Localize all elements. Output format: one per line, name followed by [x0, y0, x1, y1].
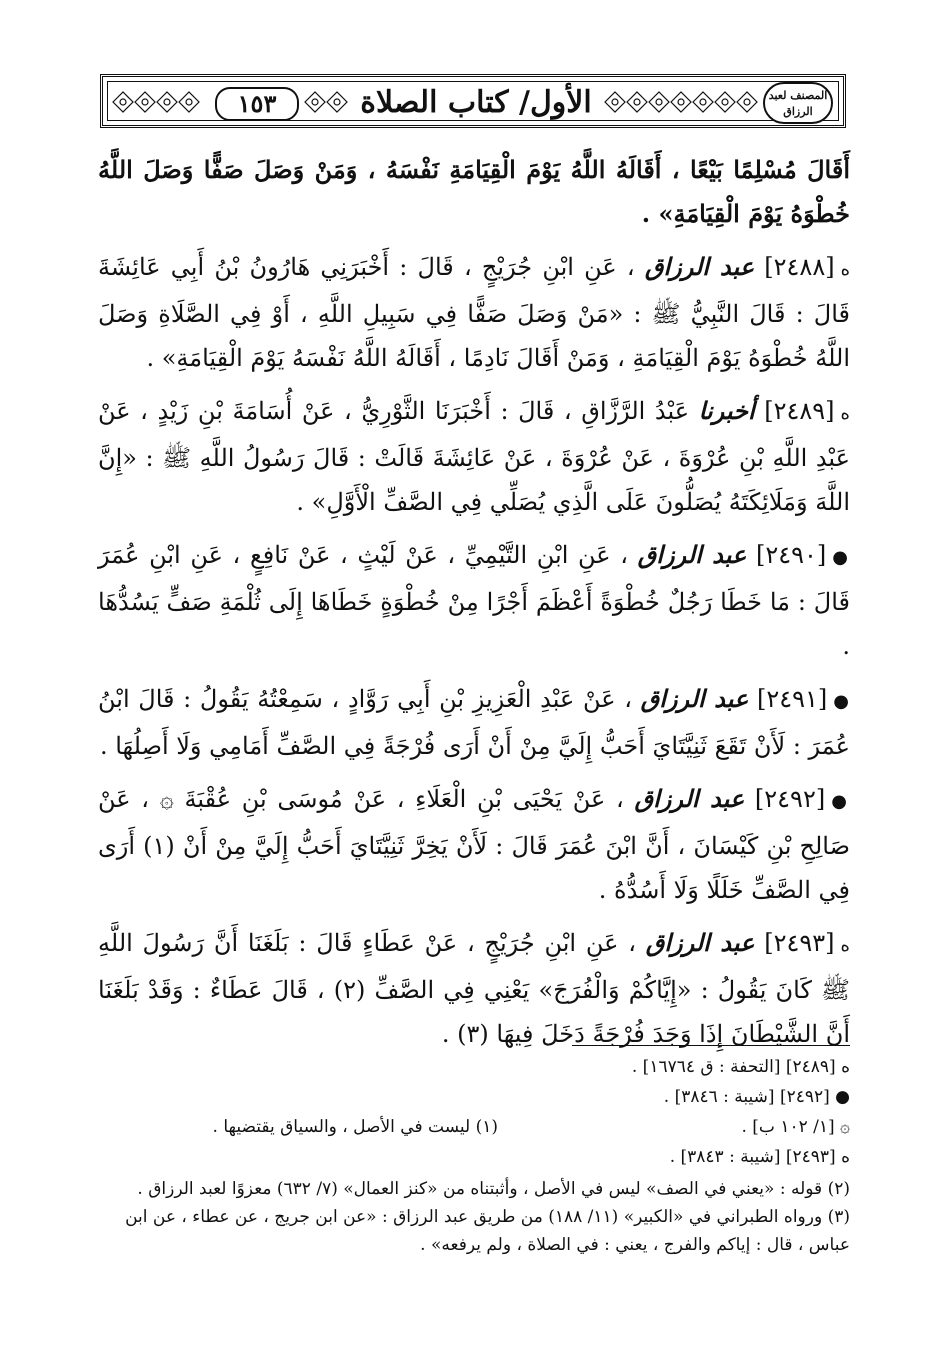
- main-text: [98, 148, 850, 1065]
- narrator-name: عبد الرزاق: [645, 928, 755, 957]
- hadith-marker: ه: [840, 935, 850, 956]
- hadith-marker: ه: [840, 403, 850, 424]
- narrator-name: عبد الرزاق: [640, 684, 749, 713]
- page-number: ١٥٣: [215, 87, 299, 121]
- hadith-text: ، عَنِ ابْنِ جُرَيْجٍ ، عَنْ عَطَاءٍ قَالَ : بَلَغَنَا أَنَّ رَسُولَ اللَّهِ ﷺ كَانَ يَقُولُ : «إِيَّاكُمْ وَالْفُرَجَ» يَعْنِي فِي الصَّفِّ (٢) ، قَالَ عَطَاءٌ : وَقَدْ بَلَغَنَا أَنَّ الشَّيْطَانَ إِذَا وَجَدَ فُرْجَةً دَخَلَ فِيهَا (٣) .: [98, 929, 851, 1048]
- footnote-ref-2492: ● [٢٤٩٢] [شيبة : ٣٨٤٦] .: [663, 1087, 850, 1107]
- hadith-marker: ●: [832, 547, 850, 568]
- continued-paragraph: [98, 148, 850, 236]
- hadith-text: ، عَنِ ابْنِ التَّيْمِيِّ ، عَنْ لَيْثٍ ، عَنْ نَافِعٍ ، عَنِ ابْنِ عُمَرَ قَالَ : مَا خَطَا رَجُلٌ خُطْوَةً أَعْظَمَ أَجْرًا مِنْ خُطْوَةٍ خَطَاهَا إِلَى ثُلْمَةِ صَفٍّ يَسُدُّهَا .: [98, 541, 850, 660]
- footnote-1: (١) ليست في الأصل ، والسياق يقتضيها .: [212, 1117, 498, 1137]
- footnote-line: [98, 1143, 850, 1173]
- narrator-name: أخبرنا: [698, 396, 755, 425]
- footnote-separator: [572, 1045, 850, 1046]
- footnotes: [98, 1053, 850, 1259]
- footnote-line: [98, 1113, 850, 1143]
- narrator-name: عبد الرزاق: [644, 252, 755, 281]
- narrator-name: عبد الرزاق: [634, 784, 745, 813]
- hadith-marker: ●: [831, 791, 850, 812]
- footnote-2: (٢) قوله : «يعني في الصف» ليس في الأصل ، وأثبتناه من «كنز العمال» (٧/ ٦٣٢) معزوًا لعبد الرزاق .: [137, 1179, 850, 1199]
- hadith-2493: [98, 921, 850, 1056]
- hadith-number: [٢٤٩٣]: [764, 929, 835, 957]
- hadith-marker: ه: [840, 259, 851, 280]
- footnote-line: [98, 1053, 850, 1083]
- hadith-number: [٢٤٩٢]: [754, 785, 826, 813]
- footnote-block: [98, 1175, 850, 1259]
- hadith-2489: [98, 389, 850, 524]
- hadith-number: [٢٤٩٠]: [755, 541, 827, 569]
- page-header: [100, 74, 846, 128]
- footnote-folio: ۞ [١/ ١٠٢ ب] .: [741, 1117, 850, 1137]
- hadith-number: [٢٤٨٨]: [764, 253, 835, 281]
- hadith-marker: ●: [833, 691, 850, 712]
- ornament-middle-left-icon: [303, 87, 349, 117]
- hadith-text: ، عَنِ ابْنِ جُرَيْجٍ ، قَالَ : أَخْبَرَنِي هَارُونُ بْنُ أَبِي عَائِشَةَ قَالَ : قَالَ النَّبِيُّ ﷺ : «مَنْ وَصَلَ صَفًّا فِي سَبِيلِ اللَّهِ ، أَوْ فِي الصَّلَاةِ وَصَلَ اللَّهُ خُطْوَهُ يَوْمَ الْقِيَامَةِ ، وَمَنْ أَقَالَ نَادِمًا ، أَقَالَهُ اللَّهُ نَفْسَهُ يَوْمَ الْقِيَامَةِ» .: [98, 253, 850, 372]
- book-logo: المصنف لعبد الرزاق: [763, 82, 833, 124]
- paragraph-text: أَقَالَ مُسْلِمًا بَيْعًا ، أَقَالَهُ اللَّهُ يَوْمَ الْقِيَامَةِ نَفْسَهُ ، وَمَنْ وَصَلَ صَفًّا وَصَلَ اللَّهُ خُطْوَهُ يَوْمَ الْقِيَامَةِ» .: [98, 155, 850, 228]
- hadith-number: [٢٤٨٩]: [764, 397, 835, 425]
- ornament-middle-right-icon: [603, 87, 758, 117]
- hadith-2491: [98, 677, 850, 768]
- ornament-left-icon: [111, 87, 209, 117]
- hadith-text: ، عَنْ عَبْدِ الْعَزِيزِ بْنِ أَبِي رَوَّادٍ ، سَمِعْتُهُ يَقُولُ : قَالَ ابْنُ عُمَرَ : لَأَنْ تَقَعَ ثَنِيَّتَايَ أَحَبُّ إِلَيَّ مِنْ أَنْ أَرَى فُرْجَةً فِي الصَّفِّ أَمَامِي وَلَا أَصِلُهَا .: [98, 685, 850, 760]
- hadith-2492: [98, 777, 850, 912]
- footnote-line: [98, 1083, 850, 1113]
- footnote-ref-2489: ه [٢٤٨٩] [التحفة : ق ١٦٧٦٤] .: [631, 1057, 850, 1077]
- chapter-title: الأول/ كتاب الصلاة: [360, 85, 592, 120]
- hadith-2490: [98, 533, 850, 668]
- hadith-number: [٢٤٩١]: [756, 685, 828, 713]
- footnote-3: (٣) ورواه الطبراني في «الكبير» (١١/ ١٨٨) من طريق عبد الرزاق : «عن ابن جريج ، عن عطاء ، عن ابن عباس ، قال : إياكم والفرج ، يعني : في الصلاة ، ولم يرفعه» .: [125, 1207, 850, 1255]
- hadith-2488: [98, 245, 850, 380]
- hadith-text: ، عَنْ يَحْيَى بْنِ الْعَلَاءِ ، عَنْ مُوسَى بْنِ عُقْبَةَ ۞ ، عَنْ صَالِحِ بْنِ كَيْسَانَ ، أَنَّ ابْنَ عُمَرَ قَالَ : لَأَنْ يَخِرَّ ثَنِيَّتَايَ أَحَبُّ إِلَيَّ مِنْ أَنْ (١) أَرَى فِي الصَّفِّ خَلَلًا وَلَا أَسُدُّهُ .: [98, 785, 850, 904]
- footnote-ref-2493: ه [٢٤٩٣] [شيبة : ٣٨٤٣] .: [669, 1147, 850, 1167]
- hadith-text: عَبْدُ الرَّزَّاقِ ، قَالَ : أَخْبَرَنَا الثَّوْرِيُّ ، عَنْ أُسَامَةَ بْنِ زَيْدٍ ، عَنْ عَبْدِ اللَّهِ بْنِ عُرْوَةَ ، عَنْ عُرْوَةَ ، عَنْ عَائِشَةَ قَالَتْ : قَالَ رَسُولُ اللَّهِ ﷺ : «إِنَّ اللَّهَ وَمَلَائِكَتَهُ يُصَلُّونَ عَلَى الَّذِي يُصَلِّي فِي الصَّفِّ الْأَوَّلِ» .: [98, 397, 850, 516]
- narrator-name: عبد الرزاق: [637, 540, 747, 569]
